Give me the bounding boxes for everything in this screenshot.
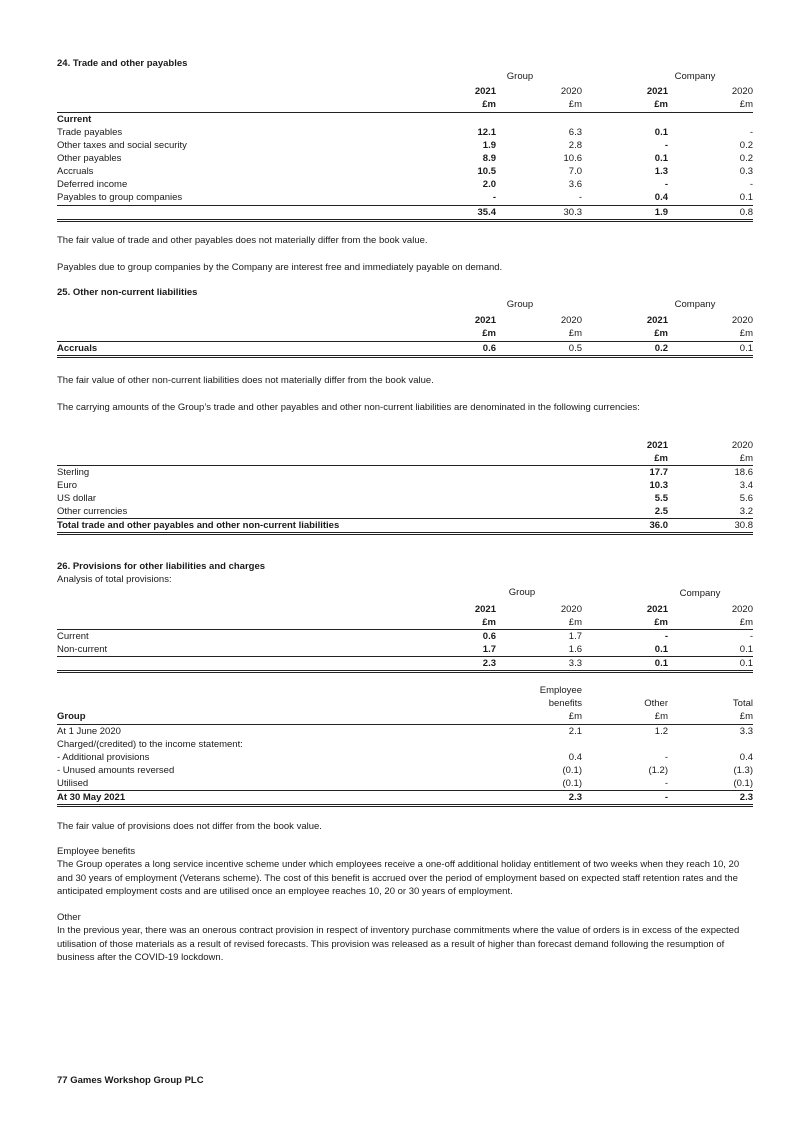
- cell: 0.1: [654, 153, 668, 164]
- units-row: [57, 452, 753, 465]
- unit: £m: [482, 99, 496, 110]
- years-row: [57, 439, 753, 452]
- table-row: [57, 492, 753, 505]
- accruals-row: [57, 342, 753, 355]
- company-header: Company: [679, 588, 721, 599]
- cell: 0.4: [654, 192, 668, 203]
- total-value: 36.0: [649, 520, 668, 531]
- movement-header-1: [57, 684, 753, 697]
- unit: £m: [654, 617, 668, 628]
- unit: £m: [482, 617, 496, 628]
- table-row: [57, 777, 753, 790]
- cell: 0.1: [654, 127, 668, 138]
- note-25-para-1: The fair value of other non-current liabilities does not materially differ from the book value.: [57, 375, 434, 386]
- table-row: [57, 764, 753, 777]
- row-label: - Unused amounts reversed: [57, 765, 175, 776]
- table-row: [57, 505, 753, 518]
- cell: 7.0: [568, 166, 582, 177]
- cell: (0.1): [562, 778, 582, 789]
- cell: 1.2: [654, 726, 668, 737]
- year: 2020: [731, 315, 753, 326]
- cell: 1.9: [482, 140, 496, 151]
- other-heading: Other: [57, 912, 81, 923]
- cell: 0.1: [739, 192, 753, 203]
- cell: 2.5: [654, 506, 668, 517]
- row-label: Charged/(credited) to the income statement:: [57, 739, 243, 750]
- cell: 0.1: [739, 343, 753, 354]
- group-header: Group: [506, 299, 534, 310]
- col-header: Total: [732, 698, 753, 709]
- row-label: Utilised: [57, 778, 89, 789]
- row-label: Accruals: [57, 166, 94, 177]
- table-row: [57, 126, 753, 139]
- company-header: Company: [674, 71, 716, 82]
- cell: -: [664, 752, 668, 763]
- row-label: Other currencies: [57, 506, 128, 517]
- unit: £m: [654, 711, 668, 722]
- row-label: Accruals: [57, 343, 98, 354]
- movement-total-row: [57, 791, 753, 804]
- table-row: [57, 178, 753, 191]
- col-header: Employee: [539, 685, 582, 696]
- table-row: [57, 751, 753, 764]
- year-group-2020: 2020: [560, 86, 582, 97]
- double-rule: [57, 532, 753, 535]
- note-26-title: 26. Provisions for other liabilities and charges: [57, 561, 266, 572]
- cell: 2.0: [482, 179, 496, 190]
- cell: 18.6: [734, 467, 753, 478]
- total-value: 0.8: [739, 207, 753, 218]
- row-label: At 30 May 2021: [57, 792, 126, 803]
- unit: £m: [739, 711, 753, 722]
- cell: 6.3: [568, 127, 582, 138]
- cell: -: [664, 140, 668, 151]
- cell: 3.4: [739, 480, 753, 491]
- cell: 0.2: [739, 140, 753, 151]
- cell: (1.3): [733, 765, 753, 776]
- year-company-2020: 2020: [731, 86, 753, 97]
- unit: £m: [482, 328, 496, 339]
- cell: 10.3: [649, 480, 668, 491]
- year: 2020: [731, 440, 753, 451]
- year: 2021: [646, 604, 668, 615]
- cell: -: [492, 192, 496, 203]
- cell: 2.1: [568, 726, 582, 737]
- year: 2020: [731, 604, 753, 615]
- row-label: Other payables: [57, 153, 122, 164]
- table-row: [57, 191, 753, 204]
- table-row: [57, 479, 753, 492]
- cell: 0.1: [739, 644, 753, 655]
- total-value: 30.3: [563, 207, 582, 218]
- provision-total-row: [57, 657, 753, 670]
- page-footer: 77 Games Workshop Group PLC: [57, 1075, 204, 1086]
- total-value: 2.3: [739, 792, 753, 803]
- total-value: 1.9: [654, 207, 668, 218]
- row-label: Trade payables: [57, 127, 123, 138]
- year: 2021: [474, 315, 496, 326]
- years-row: [57, 314, 753, 327]
- row-label: Payables to group companies: [57, 192, 183, 203]
- cell: 10.5: [477, 166, 496, 177]
- row-label: Total trade and other payables and other non-current liabilities: [57, 520, 340, 531]
- unit: £m: [568, 328, 582, 339]
- years-row: [57, 603, 753, 616]
- cell: -: [749, 631, 753, 642]
- year: 2020: [560, 604, 582, 615]
- cell: 8.9: [482, 153, 496, 164]
- note-24-para-1: The fair value of trade and other payables does not materially differ from the book value.: [57, 235, 428, 246]
- currency-total-row: [57, 519, 753, 532]
- unit: £m: [654, 453, 668, 464]
- group-header: Group: [508, 587, 536, 598]
- cell: 0.4: [739, 752, 753, 763]
- table-row: [57, 152, 753, 165]
- year: 2021: [474, 604, 496, 615]
- unit: £m: [739, 453, 753, 464]
- unit: £m: [739, 328, 753, 339]
- units-row: [57, 616, 753, 629]
- unit: £m: [568, 617, 582, 628]
- table-row: [57, 725, 753, 738]
- other-body: In the previous year, there was an onerous contract provision in respect of inventory purchase commitments where the value of orders is in excess of the expected utilisation of those materials as a result of revised forecasts. This provision was released as a result of higher than forecast demand following the resumption of business after the COVID-19 lockdown.: [57, 925, 740, 963]
- year-company-2021: 2021: [646, 86, 668, 97]
- cell: -: [664, 179, 668, 190]
- cell: (0.1): [562, 765, 582, 776]
- total-row: [57, 206, 753, 219]
- cell: 3.6: [568, 179, 582, 190]
- note-24-title: 24. Trade and other payables: [57, 58, 188, 69]
- row-label: Euro: [57, 480, 78, 491]
- table-row: [57, 139, 753, 152]
- row-label: Sterling: [57, 467, 90, 478]
- cell: 10.6: [563, 153, 582, 164]
- table-row: [57, 165, 753, 178]
- year-group-2021: 2021: [474, 86, 496, 97]
- employee-benefits-body: The Group operates a long service incentive scheme under which employees receive a one-off additional holiday entitlement of two weeks when they reach 10, 20 and 30 years of employment (Veterans scheme). The cost of this benefit is accrued over the period of employment based on expected staff retention rates and the anticipated employment costs and are utilised once an employee reaches 10, 20 or 30 years of employment.: [57, 859, 740, 897]
- note-26-subtitle: Analysis of total provisions:: [57, 574, 172, 585]
- table-row: [57, 630, 753, 643]
- cell: 0.5: [568, 343, 582, 354]
- note-24-para-2: Payables due to group companies by the Company are interest free and immediately payable on demand.: [57, 262, 503, 273]
- total-value: 0.1: [654, 658, 668, 669]
- total-value: 0.1: [739, 658, 753, 669]
- cell: 0.6: [482, 631, 496, 642]
- double-rule: [57, 670, 753, 673]
- cell: 1.7: [482, 644, 496, 655]
- cell: 0.2: [654, 343, 668, 354]
- row-label: At 1 June 2020: [57, 726, 121, 737]
- unit: £m: [739, 99, 753, 110]
- unit: £m: [568, 711, 582, 722]
- row-label: US dollar: [57, 493, 97, 504]
- total-value: 2.3: [568, 792, 582, 803]
- cell: 17.7: [649, 467, 668, 478]
- unit: £m: [568, 99, 582, 110]
- unit: £m: [739, 617, 753, 628]
- cell: 5.6: [739, 493, 753, 504]
- year: 2020: [560, 315, 582, 326]
- cell: 5.5: [654, 493, 668, 504]
- cell: 3.2: [739, 506, 753, 517]
- section-label: Current: [57, 114, 92, 125]
- total-value: 2.3: [482, 658, 496, 669]
- unit: £m: [654, 99, 668, 110]
- group-header: Group: [506, 71, 534, 82]
- unit: £m: [654, 328, 668, 339]
- year: 2021: [646, 440, 668, 451]
- cell: -: [664, 778, 668, 789]
- cell: 2.8: [568, 140, 582, 151]
- company-header: Company: [674, 299, 716, 310]
- col-header: benefits: [548, 698, 582, 709]
- row-label: Non-current: [57, 644, 108, 655]
- year: 2021: [646, 315, 668, 326]
- movement-units-row: [57, 710, 753, 723]
- table-row: [57, 643, 753, 656]
- cell: 0.6: [482, 343, 496, 354]
- cell: -: [749, 179, 753, 190]
- double-rule: [57, 219, 753, 222]
- movement-header-2: [57, 697, 753, 710]
- employee-benefits-heading: Employee benefits: [57, 846, 136, 857]
- units-row: [57, 327, 753, 340]
- total-value: 35.4: [477, 207, 496, 218]
- cell: (1.2): [648, 765, 668, 776]
- row-label: Other taxes and social security: [57, 140, 187, 151]
- col-header: Other: [644, 698, 668, 709]
- cell: 0.1: [654, 644, 668, 655]
- cell: -: [664, 631, 668, 642]
- total-value: 30.8: [734, 520, 753, 531]
- cell: (0.1): [733, 778, 753, 789]
- cell: 0.4: [568, 752, 582, 763]
- table-row: [57, 738, 753, 751]
- years-row: [57, 85, 753, 98]
- cell: 12.1: [477, 127, 496, 138]
- provisions-fair-value: The fair value of provisions does not differ from the book value.: [57, 821, 322, 832]
- cell: 0.3: [739, 166, 753, 177]
- cell: 1.6: [568, 644, 582, 655]
- cell: 0.2: [739, 153, 753, 164]
- note-25-para-2: The carrying amounts of the Group’s trade and other payables and other non-current liabilities are denominated in the following currencies:: [57, 402, 640, 413]
- cell: -: [578, 192, 582, 203]
- double-rule: [57, 355, 753, 358]
- cell: 1.3: [654, 166, 668, 177]
- section-current: [57, 113, 753, 126]
- group-label: Group: [57, 711, 86, 722]
- row-label: Current: [57, 631, 89, 642]
- double-rule: [57, 804, 753, 807]
- cell: 1.7: [568, 631, 582, 642]
- row-label: - Additional provisions: [57, 752, 150, 763]
- row-label: Deferred income: [57, 179, 128, 190]
- cell: 3.3: [739, 726, 753, 737]
- total-value: -: [664, 792, 668, 803]
- table-row: [57, 466, 753, 479]
- units-row: [57, 98, 753, 111]
- note-25-title: 25. Other non-current liabilities: [57, 287, 198, 298]
- total-value: 3.3: [568, 658, 582, 669]
- cell: -: [749, 127, 753, 138]
